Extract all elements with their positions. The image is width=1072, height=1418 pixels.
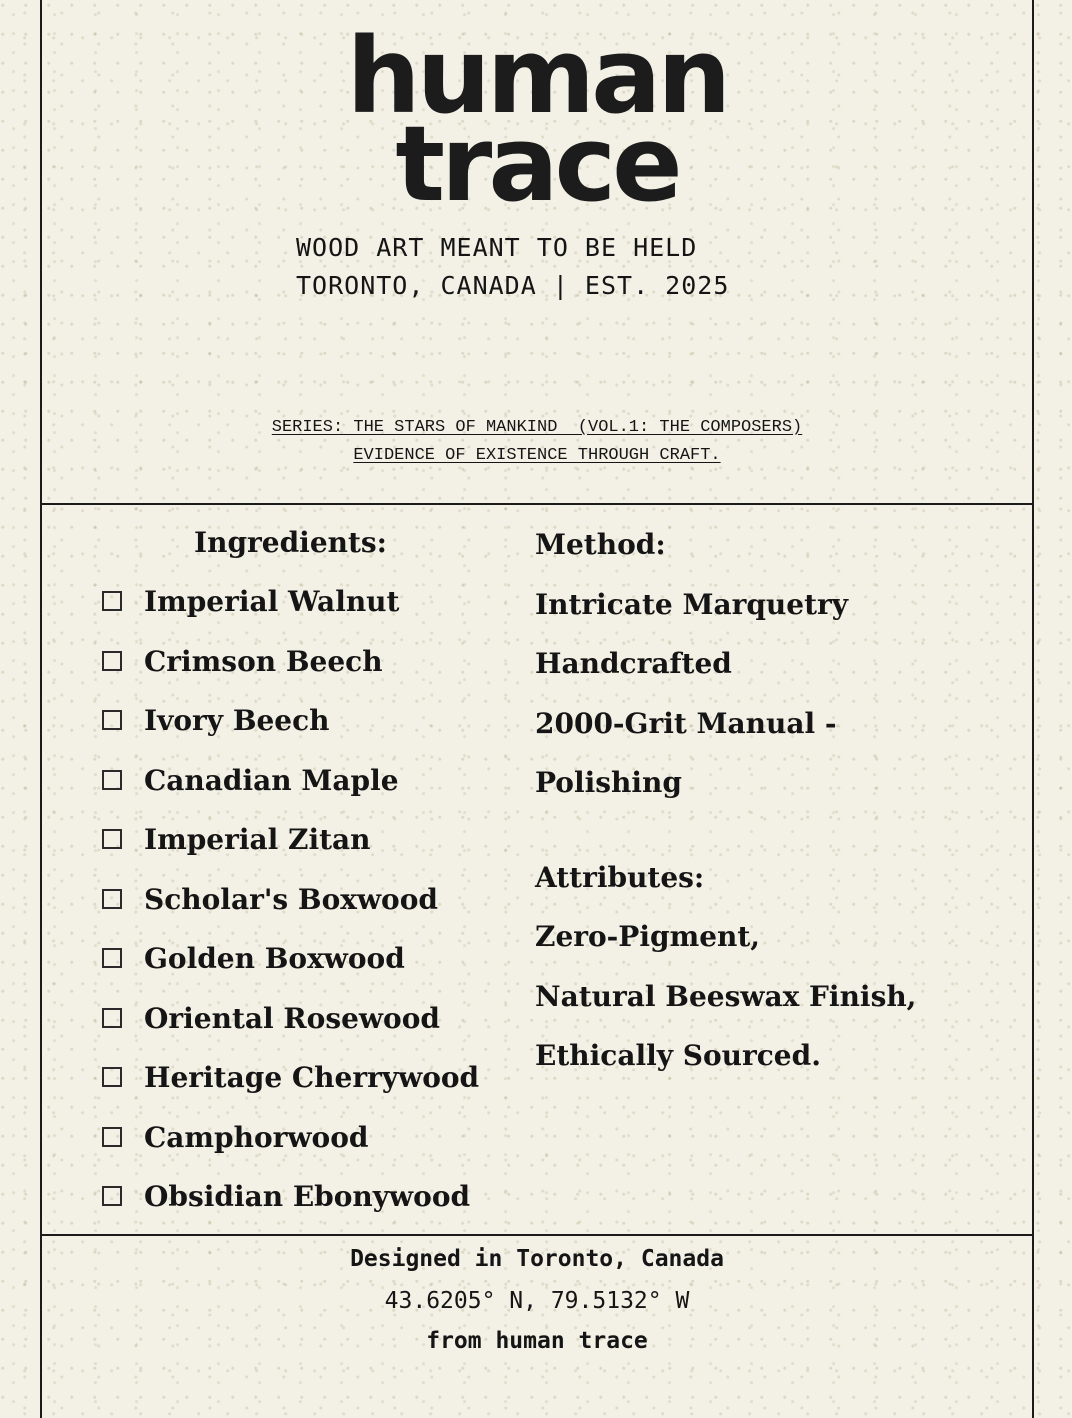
checkbox-icon[interactable] <box>102 829 122 849</box>
brand-logo-line2: trace <box>395 103 679 225</box>
checkbox-icon[interactable] <box>102 651 122 671</box>
method-line: Handcrafted <box>535 647 732 680</box>
tagline-line1: WOOD ART MEANT TO BE HELD <box>296 233 698 262</box>
ingredient-label: Crimson Beech <box>144 644 383 678</box>
ingredients-heading: Ingredients: <box>194 526 388 559</box>
attribute-line: Natural Beeswax Finish, <box>535 979 917 1013</box>
method-line: Polishing <box>535 766 682 799</box>
attribute-line: Ethically Sourced. <box>535 1039 821 1072</box>
series-subtitle: EVIDENCE OF EXISTENCE THROUGH CRAFT. <box>353 446 721 465</box>
checkbox-icon[interactable] <box>102 889 122 909</box>
checkbox-icon[interactable] <box>102 710 122 730</box>
footer-coordinates: 43.6205° N, 79.5132° W <box>384 1288 690 1314</box>
attributes-heading: Attributes: <box>535 860 705 894</box>
ingredient-label: Camphorwood <box>144 1120 369 1154</box>
ingredient-label: Imperial Zitan <box>144 823 371 856</box>
divider-top <box>42 503 1032 505</box>
column-spacer <box>535 824 1005 859</box>
divider-bottom <box>42 1234 1032 1236</box>
ingredient-item[interactable] <box>102 881 479 941</box>
ingredient-item[interactable] <box>102 643 479 703</box>
checkbox-icon[interactable] <box>102 591 122 611</box>
ingredient-item[interactable] <box>102 702 479 762</box>
method-heading: Method: <box>535 528 666 561</box>
ingredient-item[interactable] <box>102 583 479 643</box>
attribute-line: Zero-Pigment, <box>535 920 761 953</box>
checkbox-icon[interactable] <box>102 1067 122 1087</box>
method-attributes-column <box>535 526 1005 1097</box>
checkbox-icon[interactable] <box>102 1186 122 1206</box>
tagline-line2: TORONTO, CANADA | EST. 2025 <box>296 271 730 300</box>
ingredient-item[interactable] <box>102 1178 479 1238</box>
ingredient-item[interactable] <box>102 762 479 822</box>
ingredient-label: Oriental Rosewood <box>144 1001 440 1035</box>
ingredient-item[interactable] <box>102 1059 479 1119</box>
ingredient-label: Ivory Beech <box>144 704 330 737</box>
footer-designed-in: Designed in Toronto, Canada <box>350 1246 724 1272</box>
brand-logo-line1: human <box>346 15 728 137</box>
ingredient-item[interactable] <box>102 1000 479 1060</box>
ingredient-label: Scholar's Boxwood <box>144 882 438 916</box>
ingredients-list <box>102 583 479 1238</box>
ingredient-label: Heritage Cherrywood <box>144 1061 480 1094</box>
ingredient-item[interactable] <box>102 821 479 881</box>
label-sheet <box>40 0 1034 1418</box>
ingredient-label: Imperial Walnut <box>144 585 400 618</box>
checkbox-icon[interactable] <box>102 948 122 968</box>
ingredient-label: Canadian Maple <box>144 763 399 797</box>
method-line: 2000-Grit Manual - <box>535 706 837 740</box>
ingredient-item[interactable] <box>102 1119 479 1179</box>
footer-signature: from human trace <box>426 1328 648 1354</box>
ingredient-label: Golden Boxwood <box>144 942 405 975</box>
method-line: Intricate Marquetry <box>535 587 849 621</box>
checkbox-icon[interactable] <box>102 1008 122 1028</box>
checkbox-icon[interactable] <box>102 1127 122 1147</box>
checkbox-icon[interactable] <box>102 770 122 790</box>
ingredient-label: Obsidian Ebonywood <box>144 1180 471 1213</box>
ingredient-item[interactable] <box>102 940 479 1000</box>
series-title: SERIES: THE STARS OF MANKIND (VOL.1: THE COMPOSERS) <box>271 418 803 437</box>
